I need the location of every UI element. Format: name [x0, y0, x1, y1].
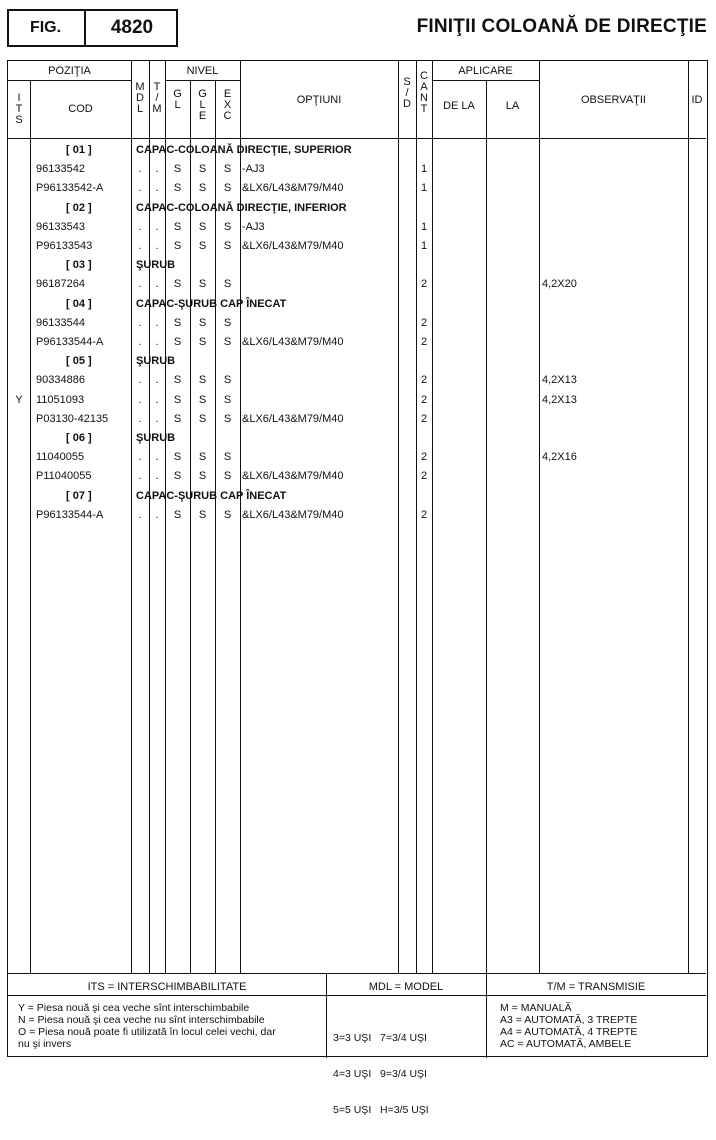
cell-tm: .	[155, 220, 159, 233]
group-name: CAPAC-ŞURUB CAP ÎNECAT	[136, 297, 287, 310]
cell-gle: S	[198, 182, 207, 195]
header-gl: G L	[173, 88, 182, 111]
cell-gle: S	[198, 278, 207, 291]
group-code: [ 03 ]	[66, 259, 92, 272]
cell-gl: S	[173, 336, 182, 348]
cell-tm: .	[155, 240, 159, 252]
cell-exc: S	[223, 336, 232, 348]
cell-cant: 2	[420, 470, 428, 483]
cell-cod: 96187264	[36, 278, 85, 291]
cell-gl: S	[173, 451, 182, 464]
cell-obs: 4,2X20	[542, 278, 577, 291]
cell-gl: S	[173, 374, 182, 387]
header-cod: COD	[68, 103, 93, 115]
header-observatii: OBSERVAŢII	[580, 94, 646, 106]
cell-gl: S	[173, 240, 182, 252]
cell-cod: P96133544-A	[36, 508, 104, 521]
cell-opt: &LX6/L43&M79/M40	[242, 240, 344, 252]
header-mdl: M D L	[135, 81, 145, 115]
legend-line: 3=3 UŞI 7=3/4 UŞI	[333, 1032, 427, 1044]
legend-mdl-title: MDL = MODEL	[368, 981, 444, 993]
table-body	[8, 61, 706, 973]
cell-gl: S	[173, 182, 182, 195]
cell-tm: .	[155, 278, 159, 291]
legend-line: O = Piesa nouă poate fi utilizată în locul celei vechi, dar	[18, 1026, 276, 1038]
cell-cod: 96133543	[36, 220, 85, 233]
footer-title-divider	[8, 995, 706, 996]
header-pozitia: POZIŢIA	[48, 65, 91, 77]
cell-exc: S	[223, 220, 232, 233]
figure-label: FIG.	[7, 9, 86, 47]
cell-tm: .	[155, 508, 159, 521]
cell-gle: S	[198, 220, 207, 233]
cell-tm: .	[155, 412, 159, 425]
header-exc: E X C	[223, 88, 232, 122]
legend-tm-title: T/M = TRANSMISIE	[546, 981, 646, 993]
cell-cant: 2	[420, 451, 428, 464]
legend-line: AC = AUTOMATĂ, AMBELE	[500, 1038, 632, 1050]
cell-exc: S	[223, 316, 232, 329]
cell-mdl: .	[138, 451, 142, 464]
cell-opt: &LX6/L43&M79/M40	[242, 412, 344, 425]
header-de-la: DE LA	[443, 100, 475, 112]
cell-cant: 2	[420, 412, 428, 425]
cell-gl: S	[173, 508, 182, 521]
cell-cant: 1	[420, 163, 428, 176]
cell-exc: S	[223, 182, 232, 195]
header-aplicare: APLICARE	[458, 65, 513, 77]
cell-mdl: .	[138, 393, 142, 406]
legend-line: M = MANUALĂ	[500, 1002, 572, 1014]
legend-its-title: ITS = INTERSCHIMBABILITATE	[87, 981, 247, 993]
cell-gle: S	[198, 374, 207, 387]
cell-gl: S	[173, 163, 182, 176]
cell-cant: 2	[420, 316, 428, 329]
footer-divider	[8, 973, 706, 974]
cell-gle: S	[198, 240, 207, 252]
group-code: [ 02 ]	[66, 201, 92, 214]
figure-number: 4820	[110, 17, 154, 38]
group-name: CAPAC-ŞURUB CAP ÎNECAT	[136, 489, 287, 502]
cell-opt: &LX6/L43&M79/M40	[242, 182, 344, 195]
cell-mdl: .	[138, 316, 142, 329]
cell-gle: S	[198, 508, 207, 521]
cell-gl: S	[173, 470, 182, 483]
cell-tm: .	[155, 451, 159, 464]
cell-tm: .	[155, 393, 159, 406]
cell-cod: 11040055	[36, 451, 85, 464]
cell-exc: S	[223, 508, 232, 521]
cell-tm: .	[155, 374, 159, 387]
cell-opt: &LX6/L43&M79/M40	[242, 336, 344, 348]
cell-mdl: .	[138, 182, 142, 195]
cell-tm: .	[155, 163, 159, 176]
group-code: [ 05 ]	[66, 355, 92, 368]
cell-exc: S	[223, 393, 232, 406]
legend-line: 4=3 UŞI 9=3/4 UŞI	[333, 1068, 427, 1080]
cell-cant: 2	[420, 336, 428, 348]
cell-cant: 1	[420, 220, 428, 233]
cell-cant: 1	[420, 182, 428, 195]
cell-exc: S	[223, 451, 232, 464]
group-name: ŞURUB	[136, 432, 176, 444]
legend-line: A3 = AUTOMATĂ, 3 TREPTE	[500, 1014, 638, 1026]
group-name: CAPAC-COLOANĂ DIRECŢIE, SUPERIOR	[136, 144, 352, 156]
cell-gle: S	[198, 163, 207, 176]
cell-cod: P96133544-A	[36, 336, 104, 348]
cell-gle: S	[198, 470, 207, 483]
cell-opt: -AJ3	[242, 220, 265, 233]
cell-cant: 2	[420, 393, 428, 406]
header-id: ID	[691, 94, 703, 106]
cell-gle: S	[198, 316, 207, 329]
header-cant: C A N T	[420, 70, 428, 115]
cell-cant: 2	[420, 374, 428, 387]
cell-tm: .	[155, 336, 159, 348]
legend-line: nu şi invers	[18, 1038, 72, 1050]
cell-mdl: .	[138, 278, 142, 291]
parts-table	[7, 60, 708, 1116]
cell-opt: &LX6/L43&M79/M40	[242, 508, 344, 521]
cell-gl: S	[173, 412, 182, 425]
cell-mdl: .	[138, 412, 142, 425]
cell-exc: S	[223, 240, 232, 252]
cell-cant: 2	[420, 508, 428, 521]
cell-mdl: .	[138, 240, 142, 252]
cell-cod: 96133542	[36, 163, 85, 176]
cell-exc: S	[223, 163, 232, 176]
cell-mdl: .	[138, 508, 142, 521]
cell-cod: 11051093	[36, 393, 85, 406]
cell-opt: &LX6/L43&M79/M40	[242, 470, 344, 483]
cell-gle: S	[198, 412, 207, 425]
legend-line: 5=5 UŞI H=3/5 UŞI	[333, 1104, 429, 1116]
cell-exc: S	[223, 470, 232, 483]
group-name: ŞURUB	[136, 355, 176, 368]
legend-tm-list	[500, 1002, 637, 1050]
cell-obs: 4,2X13	[542, 393, 577, 406]
cell-opt: -AJ3	[242, 163, 265, 176]
header-sd: S / D	[403, 76, 411, 110]
legend-mdl-list	[333, 1008, 429, 1140]
cell-cod: 96133544	[36, 316, 85, 329]
cell-cod: 90334886	[36, 374, 85, 387]
cell-tm: .	[155, 470, 159, 483]
group-code: [ 06 ]	[66, 432, 92, 444]
cell-mdl: .	[138, 163, 142, 176]
header-tm: T / M	[152, 81, 162, 115]
cell-cod: P03130-42135	[36, 412, 109, 425]
cell-gle: S	[198, 393, 207, 406]
legend-line: Y = Piesa nouă şi cea veche sînt interschimbabile	[18, 1002, 250, 1014]
legend-its-list	[18, 1002, 276, 1050]
group-code: [ 04 ]	[66, 297, 92, 310]
cell-cod: P96133543	[36, 240, 93, 252]
cell-exc: S	[223, 278, 232, 291]
legend-line: N = Piesa nouă şi cea veche nu sînt interschimbabile	[18, 1014, 265, 1026]
cell-cant: 1	[420, 240, 428, 252]
cell-mdl: .	[138, 374, 142, 387]
cell-gl: S	[173, 316, 182, 329]
header-its: I T S	[15, 92, 23, 126]
header-nivel: NIVEL	[186, 65, 219, 77]
group-name: CAPAC-COLOANĂ DIRECŢIE, INFERIOR	[136, 201, 347, 214]
cell-gle: S	[198, 336, 207, 348]
cell-cod: P11040055	[36, 470, 92, 483]
cell-cod: P96133542-A	[36, 182, 104, 195]
cell-gl: S	[173, 393, 182, 406]
cell-exc: S	[223, 374, 232, 387]
header-la: LA	[505, 100, 520, 112]
page-title: FINIŢII COLOANĂ DE DIRECŢIE	[416, 16, 707, 37]
group-code: [ 01 ]	[66, 144, 92, 156]
cell-mdl: .	[138, 336, 142, 348]
cell-tm: .	[155, 316, 159, 329]
cell-mdl: .	[138, 470, 142, 483]
legend-line: A4 = AUTOMATĂ, 4 TREPTE	[500, 1026, 638, 1038]
cell-obs: 4,2X13	[542, 374, 577, 387]
cell-exc: S	[223, 412, 232, 425]
group-code: [ 07 ]	[66, 489, 92, 502]
cell-gl: S	[173, 220, 182, 233]
cell-gle: S	[198, 451, 207, 464]
cell-obs: 4,2X16	[542, 451, 577, 464]
header-optiuni: OPŢIUNI	[296, 94, 342, 106]
cell-cant: 2	[420, 278, 428, 291]
cell-gl: S	[173, 278, 182, 291]
cell-tm: .	[155, 182, 159, 195]
cell-its: Y	[15, 393, 23, 406]
cell-mdl: .	[138, 220, 142, 233]
header-gle: G L E	[198, 88, 207, 122]
group-name: ŞURUB	[136, 259, 176, 272]
